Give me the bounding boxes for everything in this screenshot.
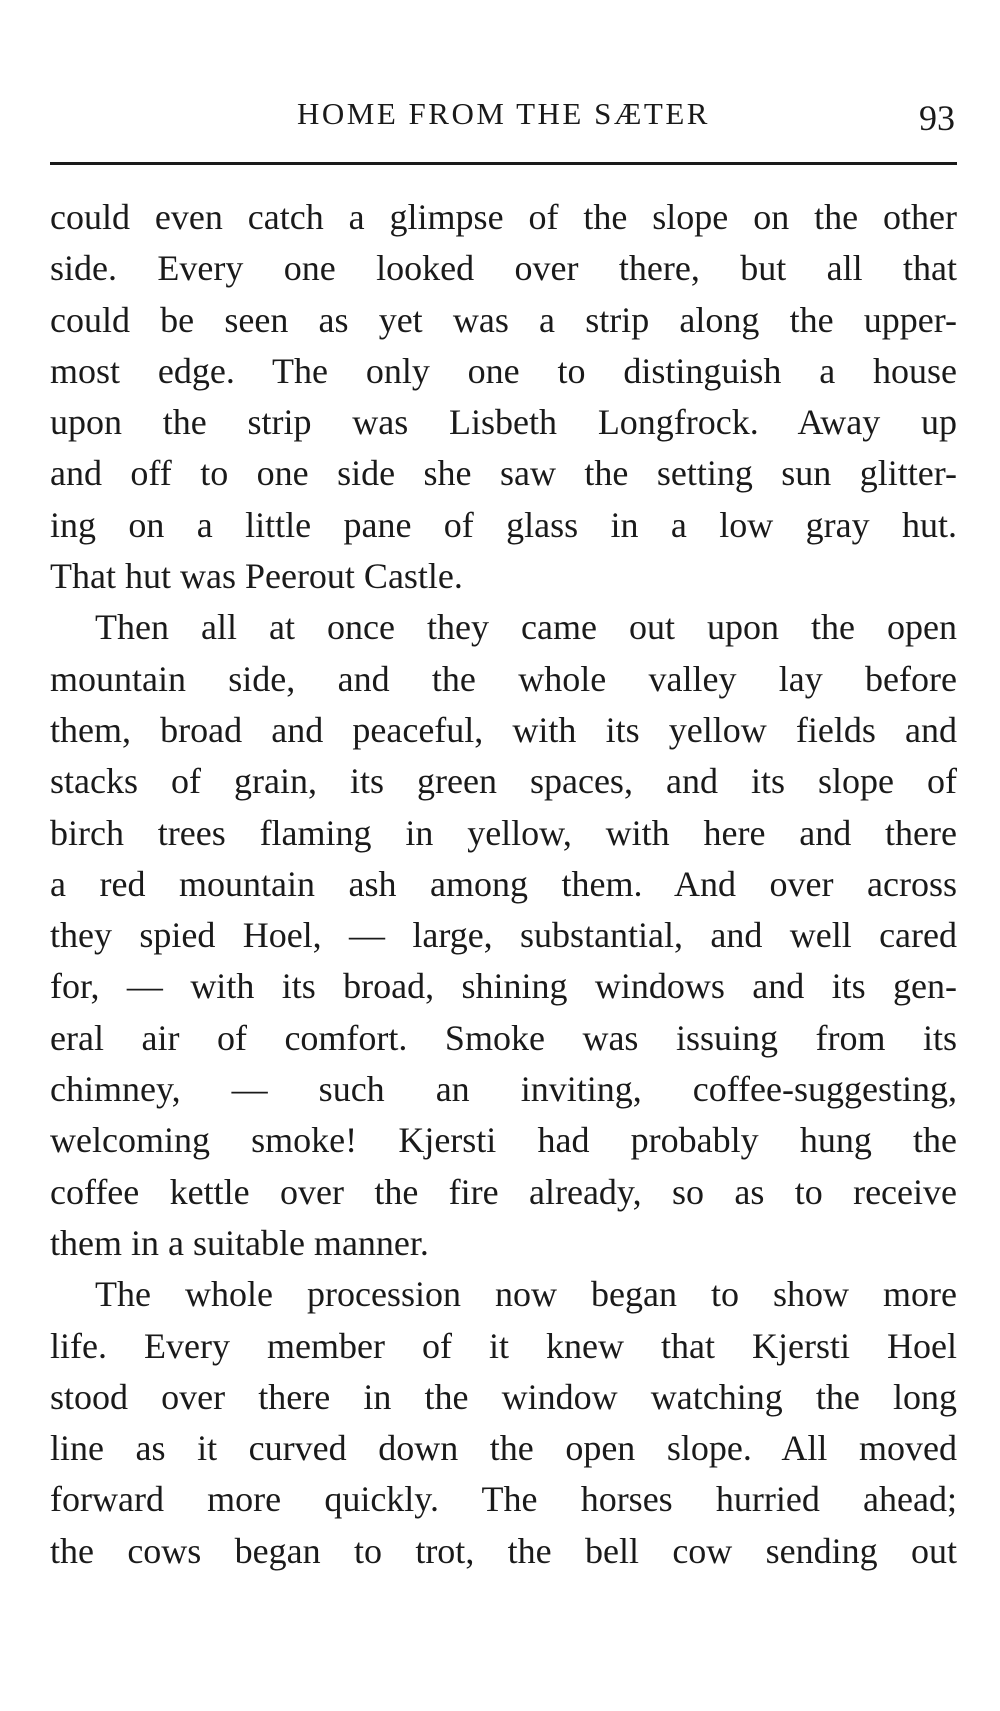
text-line: could be seen as yet was a strip along the upper- (50, 299, 957, 340)
text-line: The whole procession now began to show more (95, 1274, 957, 1315)
text-line: upon the strip was Lisbeth Longfrock. Away up (50, 402, 957, 443)
text-line: for, — with its broad, shining windows and its gen- (50, 966, 957, 1007)
text-line: them in a suitable manner. (50, 1222, 429, 1263)
page-number: 93 (919, 98, 955, 138)
body-text (50, 192, 957, 1577)
text-line: and off to one side she saw the setting sun glitter- (50, 453, 957, 494)
text-line: forward more quickly. The horses hurried ahead; (50, 1479, 957, 1520)
text-line: birch trees flaming in yellow, with here and there (50, 812, 957, 853)
running-head (50, 92, 957, 142)
text-line: welcoming smoke! Kjersti had probably hung the (50, 1120, 957, 1161)
text-line: could even catch a glimpse of the slope on the other (50, 197, 957, 237)
running-title: HOME FROM THE SÆTER (297, 96, 710, 131)
text-line: eral air of comfort. Smoke was issuing from its (50, 1017, 957, 1058)
text-line: the cows began to trot, the bell cow sending out (50, 1530, 957, 1571)
text-line: stacks of grain, its green spaces, and its slope of (50, 761, 957, 802)
text-line: most edge. The only one to distinguish a house (50, 350, 957, 391)
text-line: That hut was Peerout Castle. (50, 556, 463, 597)
text-line: ing on a little pane of glass in a low gray hut. (50, 504, 957, 545)
text-line: mountain side, and the whole valley lay before (50, 658, 957, 699)
text-line: stood over there in the window watching the long (50, 1376, 957, 1417)
text-line: coffee kettle over the fire already, so as to receive (50, 1171, 957, 1212)
text-line: they spied Hoel, — large, substantial, and well cared (50, 915, 957, 956)
text-line: life. Every member of it knew that Kjersti Hoel (50, 1325, 957, 1366)
header-rule (50, 162, 957, 165)
text-line: Then all at once they came out upon the open (95, 607, 957, 648)
text-line: a red mountain ash among them. And over across (50, 863, 957, 904)
text-line: them, broad and peaceful, with its yellow fields and (50, 709, 957, 750)
text-line: line as it curved down the open slope. All moved (50, 1428, 957, 1469)
text-line: chimney, — such an inviting, coffee-suggesting, (50, 1069, 957, 1110)
text-line: side. Every one looked over there, but all that (50, 248, 957, 289)
